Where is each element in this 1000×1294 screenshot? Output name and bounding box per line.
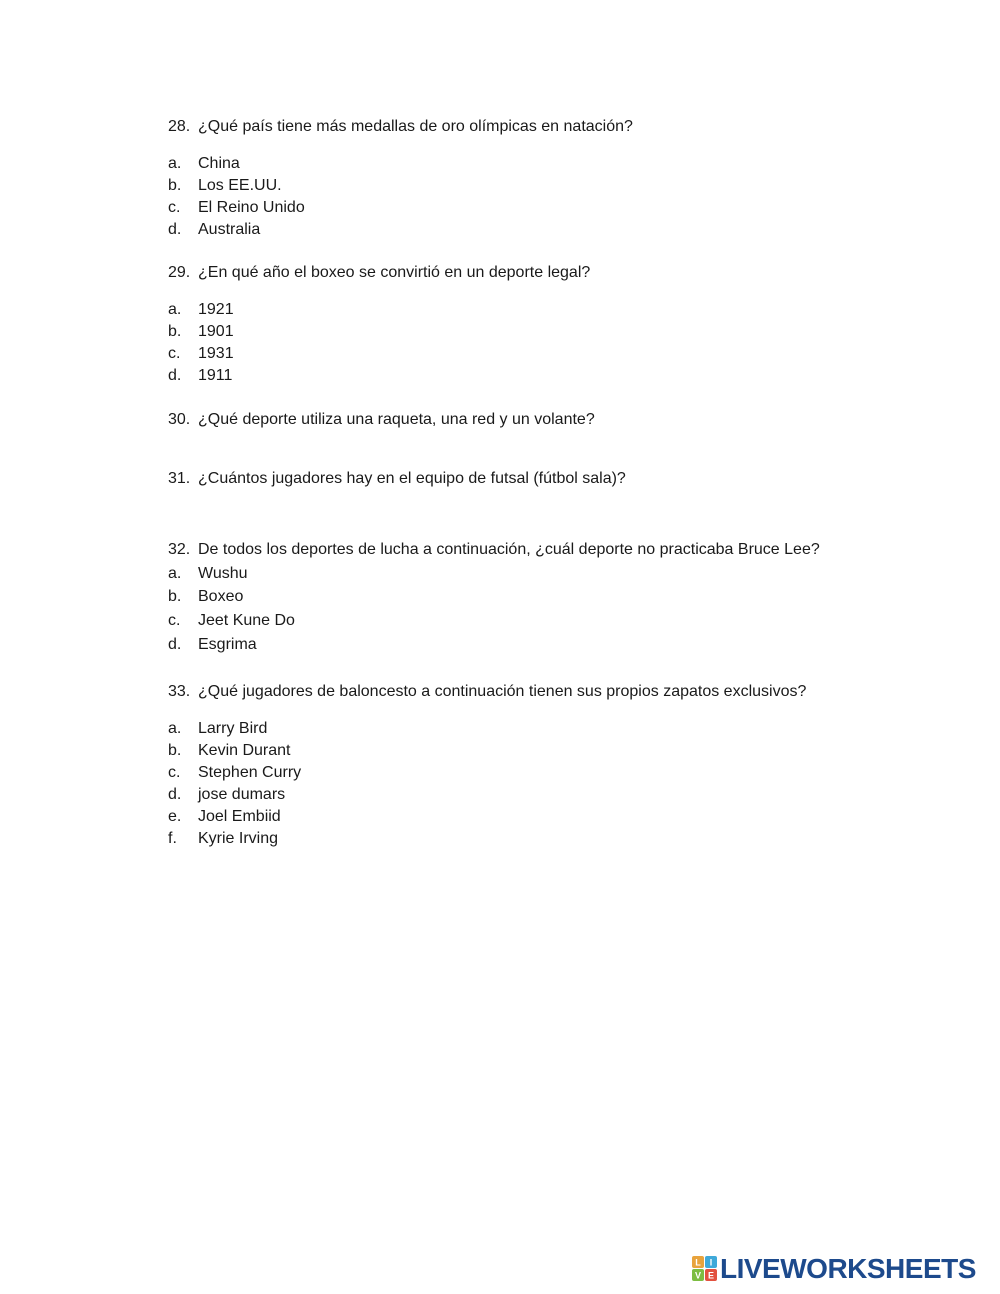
question-28 xyxy=(168,116,868,138)
option-text: Joel Embiid xyxy=(198,808,281,825)
option-text: El Reino Unido xyxy=(198,199,305,216)
option-letter: b. xyxy=(168,588,182,605)
option-letter: d. xyxy=(168,367,182,384)
option-text: Kevin Durant xyxy=(198,742,291,759)
question-number: 32. xyxy=(168,541,191,558)
option-text: Kyrie Irving xyxy=(198,830,279,847)
svg-text:L: L xyxy=(695,1257,701,1268)
option-29-c[interactable] xyxy=(168,343,234,365)
option-text: Esgrima xyxy=(198,636,257,653)
option-letter: e. xyxy=(168,808,182,825)
option-33-a[interactable] xyxy=(168,718,267,740)
question-30 xyxy=(168,409,868,431)
option-text: Los EE.UU. xyxy=(198,177,282,194)
question-29 xyxy=(168,262,868,284)
option-32-c[interactable] xyxy=(168,610,295,632)
option-32-b[interactable] xyxy=(168,586,243,608)
option-29-a[interactable] xyxy=(168,299,234,321)
option-28-d[interactable] xyxy=(168,219,260,241)
option-text: 1921 xyxy=(198,301,234,318)
option-33-c[interactable] xyxy=(168,762,301,784)
option-letter: a. xyxy=(168,565,182,582)
option-28-a[interactable] xyxy=(168,153,240,175)
option-letter: b. xyxy=(168,177,182,194)
svg-text:I: I xyxy=(709,1257,713,1268)
question-text: ¿Qué país tiene más medallas de oro olímpicas en natación? xyxy=(198,118,633,135)
option-33-b[interactable] xyxy=(168,740,291,762)
option-text: Stephen Curry xyxy=(198,764,302,781)
question-number: 31. xyxy=(168,470,191,487)
liveworksheets-logo xyxy=(692,1254,976,1284)
question-31 xyxy=(168,468,868,490)
question-text: De todos los deportes de lucha a continuación, ¿cuál deporte no practicaba Bruce Lee? xyxy=(198,541,820,558)
option-letter: c. xyxy=(168,764,181,781)
question-number: 29. xyxy=(168,264,191,281)
option-text: China xyxy=(198,155,240,172)
question-text: ¿Qué jugadores de baloncesto a continuación tienen sus propios zapatos exclusivos? xyxy=(198,683,807,700)
option-letter: b. xyxy=(168,323,182,340)
option-letter: c. xyxy=(168,199,181,216)
option-letter: c. xyxy=(168,612,181,629)
question-number: 30. xyxy=(168,411,191,428)
question-number: 33. xyxy=(168,683,191,700)
question-number: 28. xyxy=(168,118,191,135)
question-text: ¿Cuántos jugadores hay en el equipo de futsal (fútbol sala)? xyxy=(198,470,626,487)
option-letter: c. xyxy=(168,345,181,362)
question-text: ¿Qué deporte utiliza una raqueta, una red y un volante? xyxy=(198,411,595,428)
option-32-d[interactable] xyxy=(168,634,257,656)
question-32 xyxy=(168,539,868,561)
option-text: Australia xyxy=(198,221,261,238)
liveworksheets-logo-text: LIVEWORKSHEETS xyxy=(720,1253,976,1284)
option-text: 1911 xyxy=(198,367,233,384)
liveworksheets-logo-icon xyxy=(692,1256,718,1282)
option-29-d[interactable] xyxy=(168,365,232,387)
option-letter: f. xyxy=(168,830,177,847)
option-letter: b. xyxy=(168,742,182,759)
option-33-f[interactable] xyxy=(168,828,278,850)
option-28-c[interactable] xyxy=(168,197,305,219)
question-text: ¿En qué año el boxeo se convirtió en un deporte legal? xyxy=(198,264,591,281)
option-text: Wushu xyxy=(198,565,248,582)
option-33-d[interactable] xyxy=(168,784,285,806)
svg-text:E: E xyxy=(707,1270,715,1281)
option-33-e[interactable] xyxy=(168,806,281,828)
option-28-b[interactable] xyxy=(168,175,282,197)
option-32-a[interactable] xyxy=(168,563,248,585)
option-text: jose dumars xyxy=(198,786,286,803)
option-letter: a. xyxy=(168,301,182,318)
option-letter: d. xyxy=(168,221,182,238)
option-letter: d. xyxy=(168,636,182,653)
svg-text:V: V xyxy=(694,1270,702,1281)
option-letter: d. xyxy=(168,786,182,803)
option-text: 1901 xyxy=(198,323,234,340)
option-29-b[interactable] xyxy=(168,321,234,343)
option-text: Jeet Kune Do xyxy=(198,612,295,629)
option-text: Boxeo xyxy=(198,588,244,605)
question-33 xyxy=(168,681,868,703)
option-letter: a. xyxy=(168,720,182,737)
option-letter: a. xyxy=(168,155,182,172)
option-text: Larry Bird xyxy=(198,720,268,737)
option-text: 1931 xyxy=(198,345,234,362)
